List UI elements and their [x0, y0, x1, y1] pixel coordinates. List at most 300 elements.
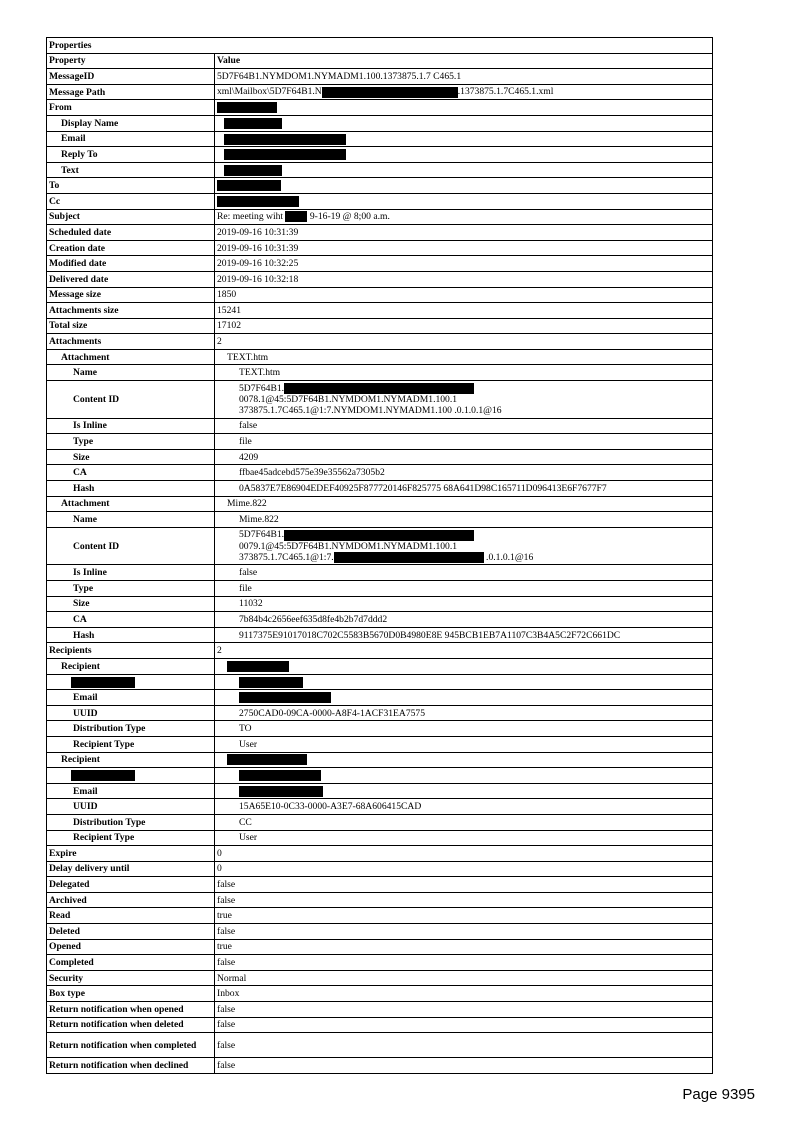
table-row [47, 449, 713, 465]
table-row [47, 892, 713, 908]
property-cell [47, 970, 215, 986]
value-cell [215, 846, 713, 862]
table-row [47, 69, 713, 85]
value-cell [215, 721, 713, 737]
value-line [217, 211, 710, 222]
value-text: .0.1.0.1@16 [483, 551, 534, 563]
redaction-block [322, 87, 458, 98]
redaction-block [224, 165, 282, 176]
table-row [47, 690, 713, 706]
table-row [47, 986, 713, 1002]
value-line: 2019-09-16 10:31:39 [217, 226, 299, 238]
property-label: Reply To [61, 148, 98, 160]
property-cell [47, 627, 215, 643]
table-row [47, 381, 713, 419]
redaction-block [71, 677, 135, 688]
property-label: Display Name [61, 117, 119, 129]
value-cell [215, 861, 713, 877]
value-cell [215, 115, 713, 131]
property-cell [47, 861, 215, 877]
value-cell [215, 908, 713, 924]
table-row [47, 939, 713, 955]
properties-table-body [47, 38, 713, 1074]
value-cell [215, 799, 713, 815]
value-line: Mime.822 [239, 514, 279, 525]
property-label: UUID [73, 801, 98, 813]
value-line: ffbae45adcebd575e39e35562a7305b2 [239, 467, 385, 479]
value-line: true [217, 910, 232, 922]
property-cell [47, 465, 215, 481]
value-cell [215, 939, 713, 955]
table-row [47, 240, 713, 256]
value-cell [215, 84, 713, 100]
value-cell [215, 674, 713, 690]
property-label: Recipient Type [73, 832, 135, 844]
property-cell [47, 705, 215, 721]
property-cell [47, 381, 215, 419]
property-label: To [49, 180, 60, 192]
property-cell [47, 178, 215, 194]
value-cell [215, 496, 713, 512]
table-row [47, 783, 713, 799]
value-line: false [239, 567, 258, 579]
value-text: 5D7F64B1. [239, 529, 285, 541]
value-line: false [217, 925, 236, 937]
table-row [47, 752, 713, 768]
value-line: 7b84b4c2656eef635d8fe4b2b7d7ddd2 [239, 613, 388, 625]
property-cell [47, 434, 215, 450]
table-row [47, 256, 713, 272]
property-cell [47, 131, 215, 147]
table-row [47, 612, 713, 628]
table-row [47, 115, 713, 131]
value-line: Mime.822 [227, 498, 267, 510]
property-cell [47, 209, 215, 225]
property-label: Type [73, 436, 94, 448]
redaction-block [227, 661, 289, 672]
property-label: Expire [49, 847, 77, 859]
table-row [47, 287, 713, 303]
value-cell [215, 225, 713, 241]
table-row [47, 496, 713, 512]
property-cell [47, 100, 215, 116]
value-cell [215, 365, 713, 381]
value-cell [215, 1058, 713, 1074]
property-label: Email [73, 691, 98, 703]
value-cell [215, 705, 713, 721]
value-line: false [239, 420, 258, 432]
property-cell [47, 271, 215, 287]
property-cell [47, 1017, 215, 1033]
property-label: Return notification when declined [49, 1060, 189, 1071]
property-label: UUID [73, 707, 98, 719]
value-cell [215, 783, 713, 799]
value-line: 2019-09-16 10:32:25 [217, 258, 299, 270]
value-line: 0 [217, 847, 222, 859]
property-label: Recipient Type [73, 738, 135, 750]
value-cell [215, 209, 713, 225]
property-label: Hash [73, 629, 95, 641]
property-label: Recipient [61, 660, 100, 672]
value-cell [215, 449, 713, 465]
value-line [239, 529, 710, 540]
redaction-block [224, 134, 346, 145]
value-line [217, 196, 710, 207]
value-cell [215, 434, 713, 450]
table-row [47, 768, 713, 784]
table-row [47, 721, 713, 737]
table-row [47, 861, 713, 877]
table-row [47, 162, 713, 178]
property-cell [47, 674, 215, 690]
value-cell [215, 814, 713, 830]
value-line: 373875.1.7C465.1@1:7.NYMDOM1.NYMADM1.100 .0.1.0.1@16 [239, 405, 502, 416]
property-label: Cc [49, 195, 61, 207]
redaction-block [224, 118, 282, 129]
property-cell [47, 581, 215, 597]
property-label: Name [73, 514, 97, 525]
value-line: false [217, 957, 236, 969]
value-line: false [217, 1019, 236, 1031]
value-cell [215, 147, 713, 163]
value-cell [215, 690, 713, 706]
property-label: Content ID [73, 393, 120, 405]
value-cell [215, 892, 713, 908]
value-column-header: Value [215, 53, 713, 69]
redaction-block [239, 692, 331, 703]
value-line [217, 102, 710, 113]
property-cell [47, 162, 215, 178]
property-label: Modified date [49, 258, 107, 270]
property-cell [47, 84, 215, 100]
property-label: Total size [49, 320, 88, 332]
value-cell [215, 581, 713, 597]
property-cell [47, 225, 215, 241]
value-cell [215, 955, 713, 971]
property-cell [47, 481, 215, 497]
value-cell [215, 178, 713, 194]
table-row [47, 658, 713, 674]
value-cell [215, 986, 713, 1002]
property-label: Return notification when deleted [49, 1019, 184, 1031]
property-label: Distribution Type [73, 723, 146, 735]
table-row [47, 627, 713, 643]
value-cell [215, 830, 713, 846]
property-cell [47, 783, 215, 799]
table-row [47, 674, 713, 690]
value-cell [215, 256, 713, 272]
value-line: 2019-09-16 10:31:39 [217, 242, 299, 254]
value-cell [215, 970, 713, 986]
value-cell [215, 303, 713, 319]
value-line [239, 770, 710, 781]
property-label: Completed [49, 957, 94, 969]
redaction-block [284, 530, 474, 541]
value-line: false [217, 879, 236, 891]
table-row [47, 565, 713, 581]
property-cell [47, 147, 215, 163]
value-line: TO [239, 723, 252, 735]
value-line: false [217, 1039, 236, 1051]
property-cell [47, 334, 215, 350]
property-label: Delay delivery until [49, 863, 130, 875]
redaction-block [224, 149, 346, 160]
table-row [47, 736, 713, 752]
value-text [217, 164, 224, 175]
property-label: Deleted [49, 925, 80, 937]
property-cell [47, 115, 215, 131]
value-text: 9-16-19 @ 8;00 a.m. [307, 211, 390, 223]
property-cell [47, 612, 215, 628]
value-line: true [217, 941, 232, 953]
value-cell [215, 736, 713, 752]
value-line: 9117375E91017018C702C5583B5670D0B4980E8E 945BCB1EB7A1107C3B4A5C2F72C661DC [239, 629, 621, 641]
property-cell [47, 565, 215, 581]
property-cell [47, 877, 215, 893]
table-row [47, 970, 713, 986]
value-line: false [217, 894, 236, 906]
value-cell [215, 131, 713, 147]
property-label: Creation date [49, 242, 106, 254]
value-cell [215, 527, 713, 565]
property-cell [47, 752, 215, 768]
redaction-block [217, 196, 299, 207]
property-label: Size [73, 451, 90, 463]
value-line: 0078.1@45:5D7F64B1.NYMDOM1.NYMADM1.100.1 [239, 393, 458, 405]
value-cell [215, 612, 713, 628]
value-line: file [239, 436, 252, 448]
table-row [47, 193, 713, 209]
table-header-row [47, 53, 713, 69]
property-cell [47, 496, 215, 512]
table-row [47, 596, 713, 612]
table-row [47, 1033, 713, 1058]
property-cell [47, 287, 215, 303]
property-cell [47, 256, 215, 272]
property-cell [47, 365, 215, 381]
property-cell [47, 1058, 215, 1074]
property-label: Type [73, 582, 94, 594]
value-line: Normal [217, 972, 247, 984]
redaction-block [217, 180, 281, 191]
property-cell [47, 830, 215, 846]
value-line: TEXT.htm [239, 367, 281, 379]
property-label: Message size [49, 289, 101, 301]
property-label: Opened [49, 941, 81, 953]
property-label: Recipients [49, 645, 92, 657]
value-text [217, 133, 224, 144]
value-cell [215, 349, 713, 365]
property-cell [47, 955, 215, 971]
value-cell [215, 768, 713, 784]
value-text: 5D7F64B1. [239, 382, 285, 394]
table-title: Properties [47, 38, 713, 54]
table-title-row [47, 38, 713, 54]
value-line [217, 164, 710, 175]
value-cell [215, 271, 713, 287]
table-row [47, 1017, 713, 1033]
value-line: 0A5837E7E86904EDEF40925F877720146F825775 68A641D98C165711D096413E6F7677F7 [239, 482, 607, 494]
property-label: Email [61, 133, 86, 145]
value-cell [215, 1002, 713, 1018]
property-cell [47, 814, 215, 830]
property-label: Attachment [61, 351, 110, 363]
value-line: 15A65E10-0C33-0000-A3E7-68A606415CAD [239, 801, 422, 813]
table-row [47, 481, 713, 497]
table-row [47, 814, 713, 830]
table-row [47, 955, 713, 971]
property-cell [47, 193, 215, 209]
value-text: .1373875.1.7C465.1.xml [457, 86, 554, 98]
value-line [217, 180, 710, 191]
property-label: Is Inline [73, 420, 107, 432]
table-row [47, 924, 713, 940]
value-text: xml\Mailbox\5D7F64B1.N [217, 86, 322, 98]
table-row [47, 705, 713, 721]
value-line: 0079.1@45:5D7F64B1.NYMDOM1.NYMADM1.100.1 [239, 540, 458, 552]
property-label: Box type [49, 988, 85, 1000]
property-cell [47, 939, 215, 955]
table-row [47, 799, 713, 815]
table-row [47, 147, 713, 163]
value-text: Re: meeting wiht [217, 211, 286, 223]
page-number: Page 9395 [682, 1086, 755, 1103]
property-label: Read [49, 910, 71, 922]
property-label: Recipient [61, 754, 100, 766]
redaction-block [227, 754, 307, 765]
value-cell [215, 877, 713, 893]
property-cell [47, 303, 215, 319]
table-row [47, 178, 713, 194]
property-cell [47, 596, 215, 612]
property-cell [47, 908, 215, 924]
property-label: CA [73, 613, 87, 625]
value-cell [215, 924, 713, 940]
property-cell [47, 240, 215, 256]
value-cell [215, 381, 713, 419]
table-row [47, 334, 713, 350]
redaction-block [239, 786, 323, 797]
value-line: User [239, 832, 258, 844]
property-label: Scheduled date [49, 226, 112, 238]
value-cell [215, 69, 713, 85]
table-row [47, 349, 713, 365]
property-label: Return notification when opened [49, 1003, 184, 1015]
property-label: Archived [49, 894, 87, 906]
value-cell [215, 596, 713, 612]
property-cell [47, 449, 215, 465]
value-line: 5D7F64B1.NYMDOM1.NYMADM1.100.1373875.1.7 C465.1 [217, 70, 462, 82]
value-cell [215, 512, 713, 528]
table-row [47, 209, 713, 225]
property-label: CA [73, 467, 87, 479]
table-row [47, 418, 713, 434]
property-cell [47, 1002, 215, 1018]
value-cell [215, 318, 713, 334]
value-cell [215, 643, 713, 659]
property-label: Email [73, 785, 98, 797]
property-cell [47, 924, 215, 940]
table-row [47, 643, 713, 659]
property-cell [47, 418, 215, 434]
value-cell [215, 100, 713, 116]
value-cell [215, 752, 713, 768]
table-row [47, 1058, 713, 1074]
property-cell [47, 768, 215, 784]
redaction-block [284, 383, 474, 394]
redaction-block [71, 770, 135, 781]
property-cell [47, 846, 215, 862]
value-cell [215, 1033, 713, 1058]
property-label: Delivered date [49, 273, 109, 285]
value-text [217, 149, 224, 160]
table-row [47, 434, 713, 450]
value-line [217, 133, 710, 144]
value-text [217, 118, 224, 129]
table-row [47, 84, 713, 100]
property-label: From [49, 102, 72, 114]
value-cell [215, 465, 713, 481]
value-line: 1850 [217, 289, 237, 301]
value-cell [215, 627, 713, 643]
property-cell [47, 527, 215, 565]
property-label: Size [73, 598, 90, 610]
table-row [47, 225, 713, 241]
redaction-block [239, 770, 321, 781]
value-text: 373875.1.7C465.1@1:7. [239, 551, 334, 563]
value-cell [215, 287, 713, 303]
property-label: Content ID [73, 540, 120, 552]
value-cell [215, 1017, 713, 1033]
value-line [239, 692, 710, 703]
property-label: Attachments size [49, 304, 119, 316]
property-cell [47, 799, 215, 815]
property-label: Hash [73, 482, 95, 494]
table-row [47, 100, 713, 116]
value-cell [215, 162, 713, 178]
property-cell [47, 318, 215, 334]
value-line [227, 754, 710, 765]
value-cell [215, 418, 713, 434]
value-line: false [217, 1060, 236, 1071]
property-label: Attachments [49, 336, 102, 348]
property-cell [47, 643, 215, 659]
value-line [227, 661, 710, 672]
redaction-block [334, 552, 484, 563]
table-row [47, 908, 713, 924]
table-row [47, 1002, 713, 1018]
property-label: Attachment [61, 498, 110, 510]
value-line [217, 118, 710, 129]
table-row [47, 318, 713, 334]
value-line: 0 [217, 863, 222, 875]
redaction-block [217, 102, 277, 113]
redaction-block [285, 211, 307, 222]
value-line: 2750CAD0-09CA-0000-A8F4-1ACF31EA7575 [239, 707, 426, 719]
value-line: CC [239, 816, 252, 828]
table-row [47, 465, 713, 481]
value-cell [215, 240, 713, 256]
property-label: Message Path [49, 86, 106, 98]
value-line: false [217, 1003, 236, 1015]
property-label: Subject [49, 211, 80, 223]
table-row [47, 581, 713, 597]
property-cell [47, 986, 215, 1002]
value-line: 17102 [217, 320, 241, 332]
redaction-block [239, 677, 303, 688]
value-cell [215, 565, 713, 581]
property-label: Name [73, 367, 97, 379]
